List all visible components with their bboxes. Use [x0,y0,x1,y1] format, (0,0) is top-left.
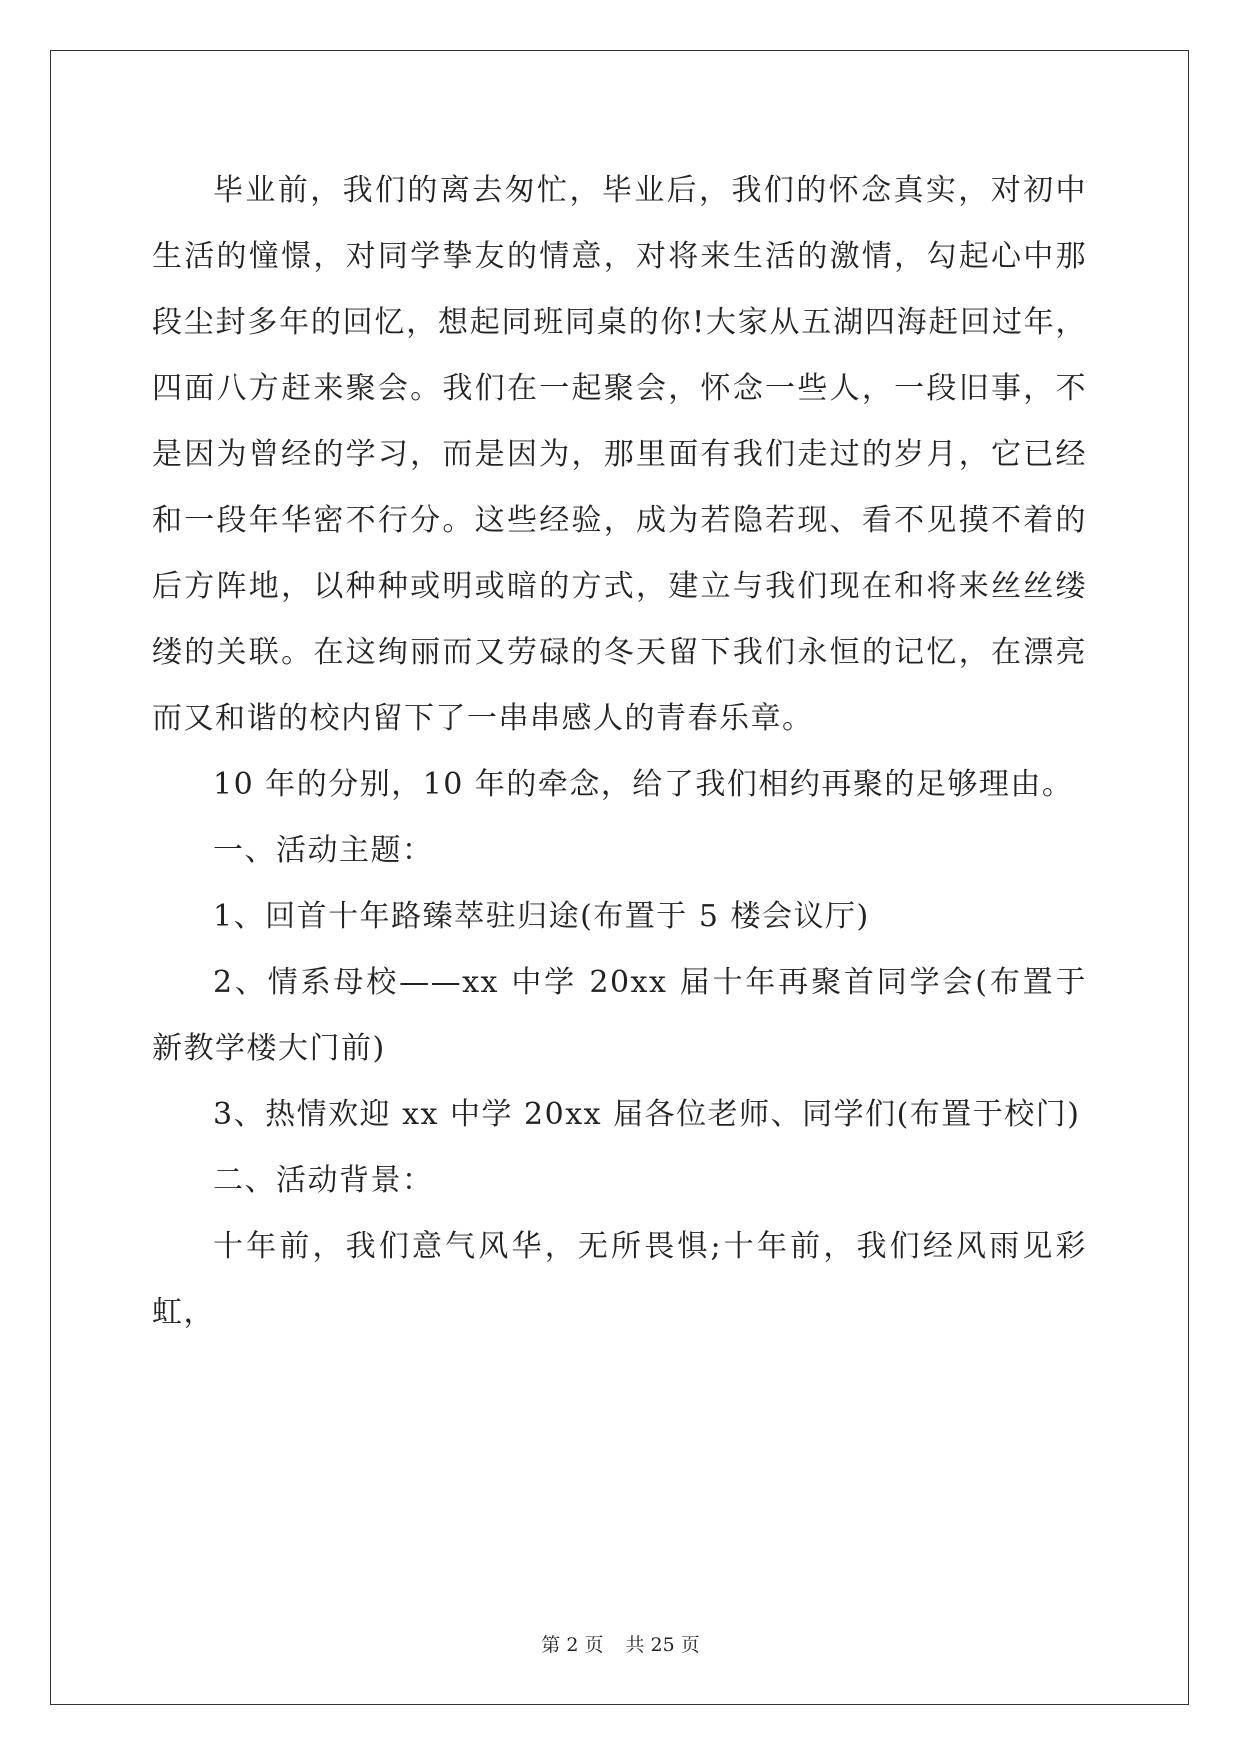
heading-activity-background: 二、活动背景： [213,1163,434,1198]
paragraph-background: 十年前，我们意气风华，无所畏惧;十年前，我们经风雨见彩虹， [152,1229,1087,1330]
page-number: 第 2 页 [541,1634,604,1656]
theme-item-1: 1、回首十年路臻萃驻归途(布置于 5 楼会议厅) [213,899,870,934]
page-footer [0,1630,1241,1657]
page-total: 共 25 页 [625,1634,700,1656]
document-body [152,158,1087,1346]
paragraph-intro: 毕业前，我们的离去匆忙，毕业后，我们的怀念真实，对初中生活的憧憬，对同学挚友的情意，对将来生活的激情，勾起心中那段尘封多年的回忆，想起同班同桌的你!大家从五湖四海赶回过年，四面八方赶来聚会。我们在一起聚会，怀念一些人，一段旧事，不是因为曾经的学习，而是因为，那里面有我们走过的岁月，它已经和一段年华密不行分。这些经验，成为若隐若现、看不见摸不着的后方阵地，以种种或明或暗的方式，建立与我们现在和将来丝丝缕缕的关联。在这绚丽而又劳碌的冬天留下我们永恒的记忆，在漂亮而又和谐的校内留下了一串串感人的青春乐章。 [152,173,1087,736]
paragraph-ten-years: 10 年的分别，10 年的牵念，给了我们相约再聚的足够理由。 [213,767,1074,802]
theme-item-2: 2、情系母校——xx 中学 20xx 届十年再聚首同学会(布置于新教学楼大门前) [152,965,1087,1066]
theme-item-3: 3、热情欢迎 xx 中学 20xx 届各位老师、同学们(布置于校门) [213,1097,1081,1132]
heading-activity-theme: 一、活动主题： [213,833,434,868]
